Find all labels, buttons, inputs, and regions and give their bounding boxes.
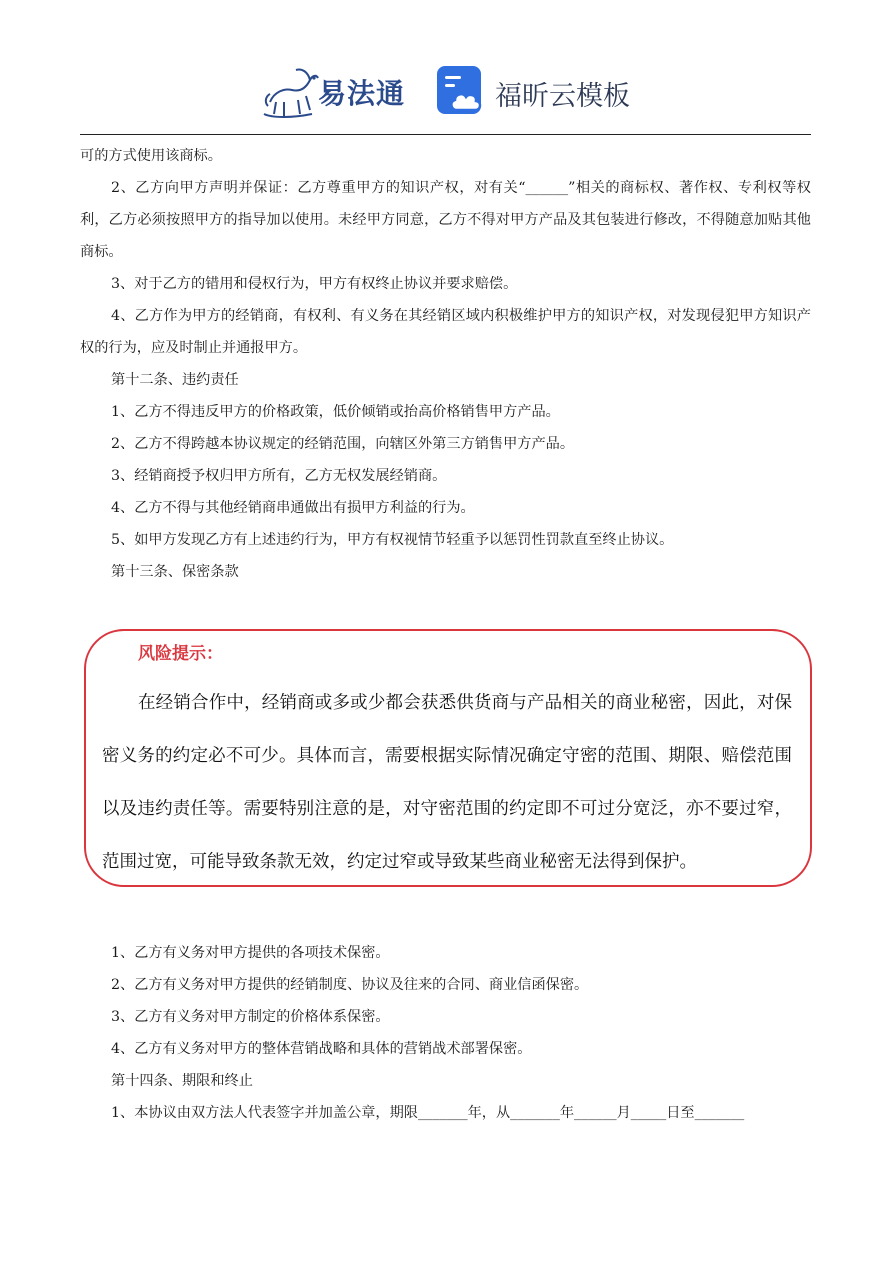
paragraph: 可的方式使用该商标。 xyxy=(80,148,222,164)
paragraph: 3、对于乙方的错用和侵权行为，甲方有权终止协议并要求赔偿。 xyxy=(111,276,518,292)
logo2-text: 福昕云模板 xyxy=(495,81,630,112)
paragraph: 4、乙方有义务对甲方的整体营销战略和具体的营销战术部署保密。 xyxy=(111,1041,532,1057)
yifatong-logo xyxy=(262,62,422,120)
paragraph: 1、乙方不得违反甲方的价格政策，低价倾销或抬高价格销售甲方产品。 xyxy=(111,404,560,420)
paragraph: 5、如甲方发现乙方有上述违约行为，甲方有权视情节轻重予以惩罚性罚款直至终止协议。 xyxy=(111,532,674,548)
risk-notice-text: 在经销合作中，经销商或多或少都会获悉供货商与产品相关的商业秘密，因此，对保密义务的约定必不可少。具体而言，需要根据实际情况确定守密的范围、期限、赔偿范围以及违约责任等。需要特别注意的是，对守密范围的约定即不可过分宽泛，亦不要过窄，范围过宽，可能导致条款无效，约定过窄或导致某些商业秘密无法得到保护。 xyxy=(102,693,792,872)
paragraph: 1、乙方有义务对甲方提供的各项技术保密。 xyxy=(111,945,390,961)
paragraph: 2、乙方向甲方声明并保证：乙方尊重甲方的知识产权，对有关“______”相关的商标权、著作权、专利权等权利，乙方必须按照甲方的指导加以使用。未经甲方同意，乙方不得对甲方产品及其包装进行修改，不得随意加贴其他商标。 xyxy=(80,180,811,260)
paragraph: 3、经销商授予权归甲方所有，乙方无权发展经销商。 xyxy=(111,468,447,484)
paragraph: 4、乙方作为甲方的经销商，有权利、有义务在其经销区域内积极维护甲方的知识产权，对发现侵犯甲方知识产权的行为，应及时制止并通报甲方。 xyxy=(80,308,811,356)
section-heading: 第十三条、保密条款 xyxy=(111,564,239,580)
paragraph: 4、乙方不得与其他经销商串通做出有损甲方利益的行为。 xyxy=(111,500,475,516)
logo1-text: 易法通 xyxy=(318,77,406,110)
paragraph: 2、乙方不得跨越本协议规定的经销范围，向辖区外第三方销售甲方产品。 xyxy=(111,436,575,452)
section-heading: 第十二条、违约责任 xyxy=(111,372,239,388)
fuxin-logo xyxy=(435,64,645,118)
page-header xyxy=(0,0,893,135)
paragraph: 2、乙方有义务对甲方提供的经销制度、协议及往来的合同、商业信函保密。 xyxy=(111,977,589,993)
qilin-icon xyxy=(262,62,322,120)
paragraph: 1、本协议由双方法人代表签字并加盖公章，期限_______年，从_______年______月_____日至_______ xyxy=(111,1105,745,1121)
header-divider xyxy=(80,134,811,135)
section-heading: 第十四条、期限和终止 xyxy=(111,1073,253,1089)
risk-notice-title: 风险提示： xyxy=(138,644,223,664)
cloud-doc-icon xyxy=(435,64,487,118)
risk-notice-box xyxy=(84,629,812,887)
paragraph: 3、乙方有义务对甲方制定的价格体系保密。 xyxy=(111,1009,390,1025)
